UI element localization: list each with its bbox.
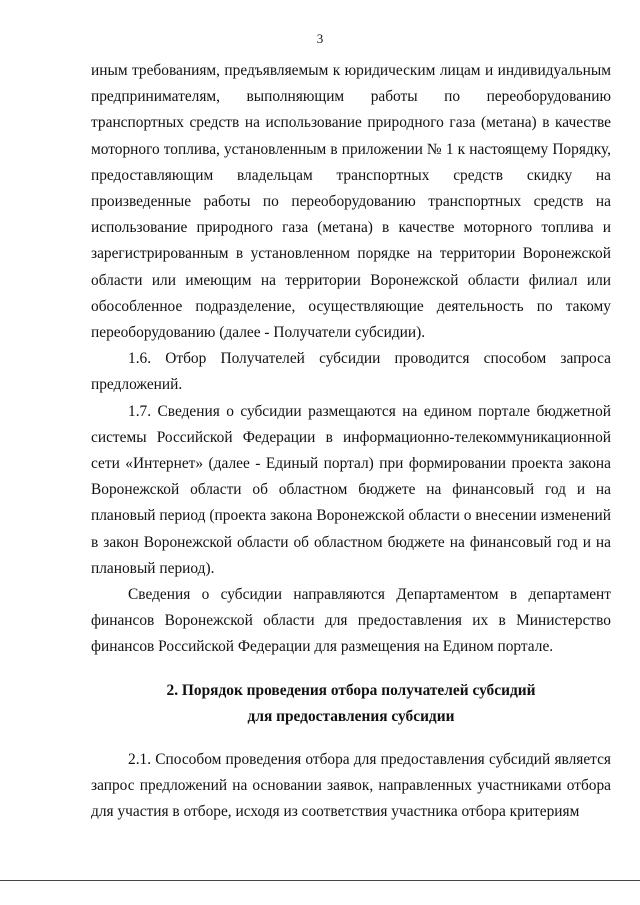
paragraph-2-1: 2.1. Способом проведения отбора для предоставления субсидий является запрос предложений на основании заявок, направленных участниками отбора для участия в отборе, исходя из соответствия участника отбора критериям <box>91 751 611 821</box>
section-heading-line-1: 2. Порядок проведения отбора получателей субсидий <box>166 681 536 699</box>
paragraph-1-6: 1.6. Отбор Получателей субсидии проводится способом запроса предложений. <box>91 350 611 394</box>
paragraph-subsidy-info: Сведения о субсидии направляются Департаментом в департамент финансов Воронежской области для предоставления их в Министерство финансов Российской Федерации для размещения на Едином портале. <box>91 586 611 656</box>
paragraph-recipients-requirements: иным требованиям, предъявляемым к юридическим лицам и индивидуальным предпринимателям, выполняющим работы по переоборудованию транспортных средств на использование природного газа (метана) в качестве моторного топлива, установленным в приложении № 1 к настоящему Порядку, предоставляющим владельцам транспортных средств скидку на произведенные работы по переоборудованию транспортных средств на использование природного газа (метана) в качестве моторного топлива и зарегистрированным в установленном порядке на территории Воронежской области или имеющим на территории Воронежской области филиал или обособленное подразделение, осуществляющие деятельность по такому переоборудованию (далее - Получатели субсидии). <box>91 62 611 342</box>
paragraph-1-7: 1.7. Сведения о субсидии размещаются на едином портале бюджетной системы Российской Федерации в информационно-телекоммуникационной сети «Интернет» (далее - Единый портал) при формировании проекта закона Воронежской области об областном бюджете на финансовый год и на плановый период (проекта закона Воронежской области о внесении изменений в закон Воронежской области об областном бюджете на финансовый год и на плановый период). <box>91 402 611 577</box>
footer-divider <box>0 880 640 881</box>
page-number: 3 <box>316 31 324 46</box>
document-body <box>91 58 611 826</box>
section-heading <box>91 661 611 747</box>
section-heading-line-2: для предоставления субсидии <box>247 707 455 725</box>
